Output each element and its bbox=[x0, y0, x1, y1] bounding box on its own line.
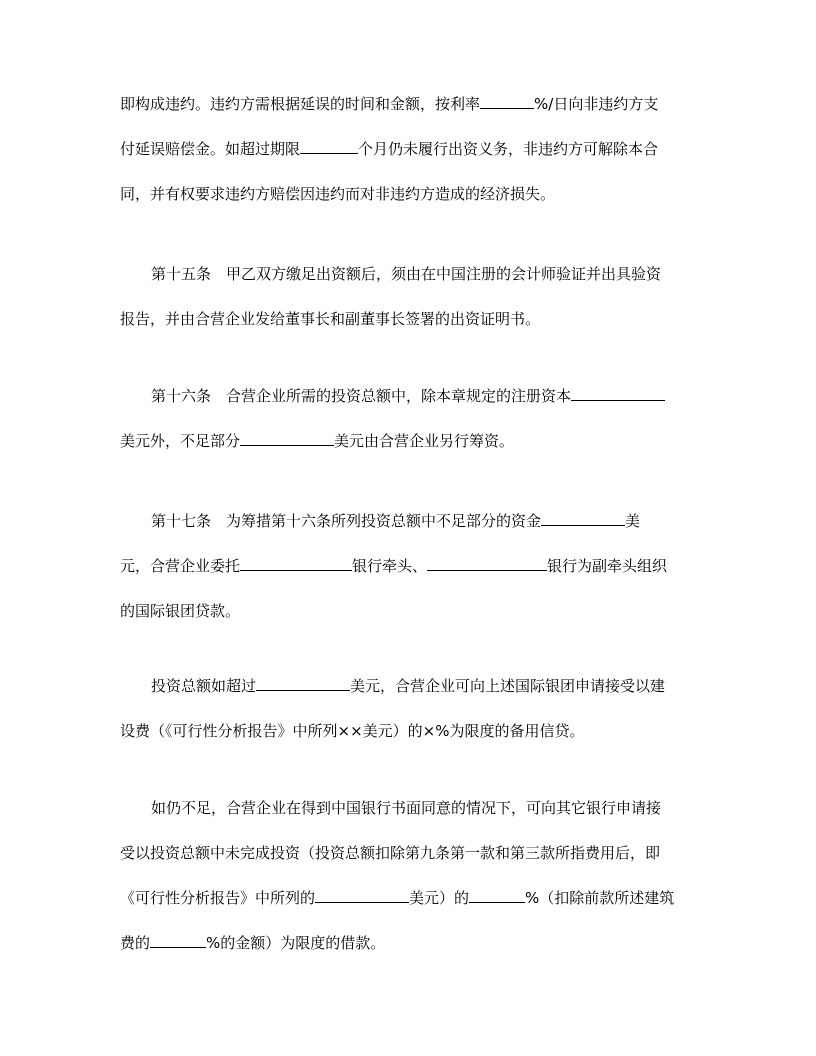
blank-field bbox=[315, 888, 409, 903]
paragraph-investment-cap bbox=[120, 664, 700, 754]
blank-field bbox=[240, 556, 352, 571]
text-line: 元，合营企业委托 银行牵头、 银行为副牵头组织 bbox=[120, 557, 668, 575]
blank-field bbox=[256, 676, 350, 691]
article-number: 第十七条 bbox=[151, 512, 212, 530]
blank-field bbox=[150, 933, 206, 948]
paragraph-penalty bbox=[120, 82, 700, 217]
text-line: 如仍不足，合营企业在得到中国银行书面同意的情况下，可向其它银行申请接 bbox=[151, 799, 662, 817]
text-line: 第十五条 甲乙双方缴足出资额后，须由在中国注册的会计师验证并出具验资 bbox=[151, 265, 662, 283]
blank-field bbox=[427, 556, 547, 571]
text-line: 第十六条 合营企业所需的投资总额中，除本章规定的注册资本 bbox=[120, 374, 700, 419]
paragraph-article-16 bbox=[120, 374, 700, 464]
text-line: 设费（《可行性分析报告》中所列××美元）的×%为限度的备用信贷。 bbox=[120, 722, 585, 740]
blank-field bbox=[469, 888, 525, 903]
blank-field bbox=[240, 431, 334, 446]
blank-field bbox=[541, 511, 625, 526]
text-line: 第十七条 为筹措第十六条所列投资总额中不足部分的资金 美 bbox=[151, 512, 641, 530]
text-line: 同，并有权要求违约方赔偿因违约而对非违约方造成的经济损失。 bbox=[120, 185, 556, 203]
article-number: 第十六条 bbox=[151, 387, 212, 405]
text-line: 付延误赔偿金。如超过期限 个月仍未履行出资义务，非违约方可解除本合 bbox=[120, 140, 659, 158]
text-line: 《可行性分析报告》中所列的 美元）的 %（扣除前款所述建筑 bbox=[120, 889, 675, 907]
text-line: 美元外，不足部分 美元由合营企业另行筹资。 bbox=[120, 432, 515, 450]
blank-field bbox=[571, 386, 665, 401]
text-line: 费的 %的金额）为限度的借款。 bbox=[120, 934, 386, 952]
text-line: 受以投资总额中未完成投资（投资总额扣除第九条第一款和第三款所指费用后，即 bbox=[120, 844, 661, 862]
paragraph-article-15 bbox=[120, 252, 700, 342]
text-line: 投资总额如超过 美元，合营企业可向上述国际银团申请接受以建 bbox=[151, 677, 666, 695]
article-number: 第十五条 bbox=[151, 265, 212, 283]
text-line: 即构成违约。违约方需根据延误的时间和金额，按利率 %/日向非违约方支 bbox=[120, 95, 659, 113]
text-line: 的国际银团贷款。 bbox=[120, 602, 241, 620]
blank-field bbox=[300, 139, 358, 154]
text-line: 报告，并由合营企业发给董事长和副董事长签署的出资证明书。 bbox=[120, 310, 541, 328]
paragraph-other-loans bbox=[120, 786, 700, 966]
blank-field bbox=[480, 94, 534, 109]
paragraph-article-17 bbox=[120, 499, 700, 634]
